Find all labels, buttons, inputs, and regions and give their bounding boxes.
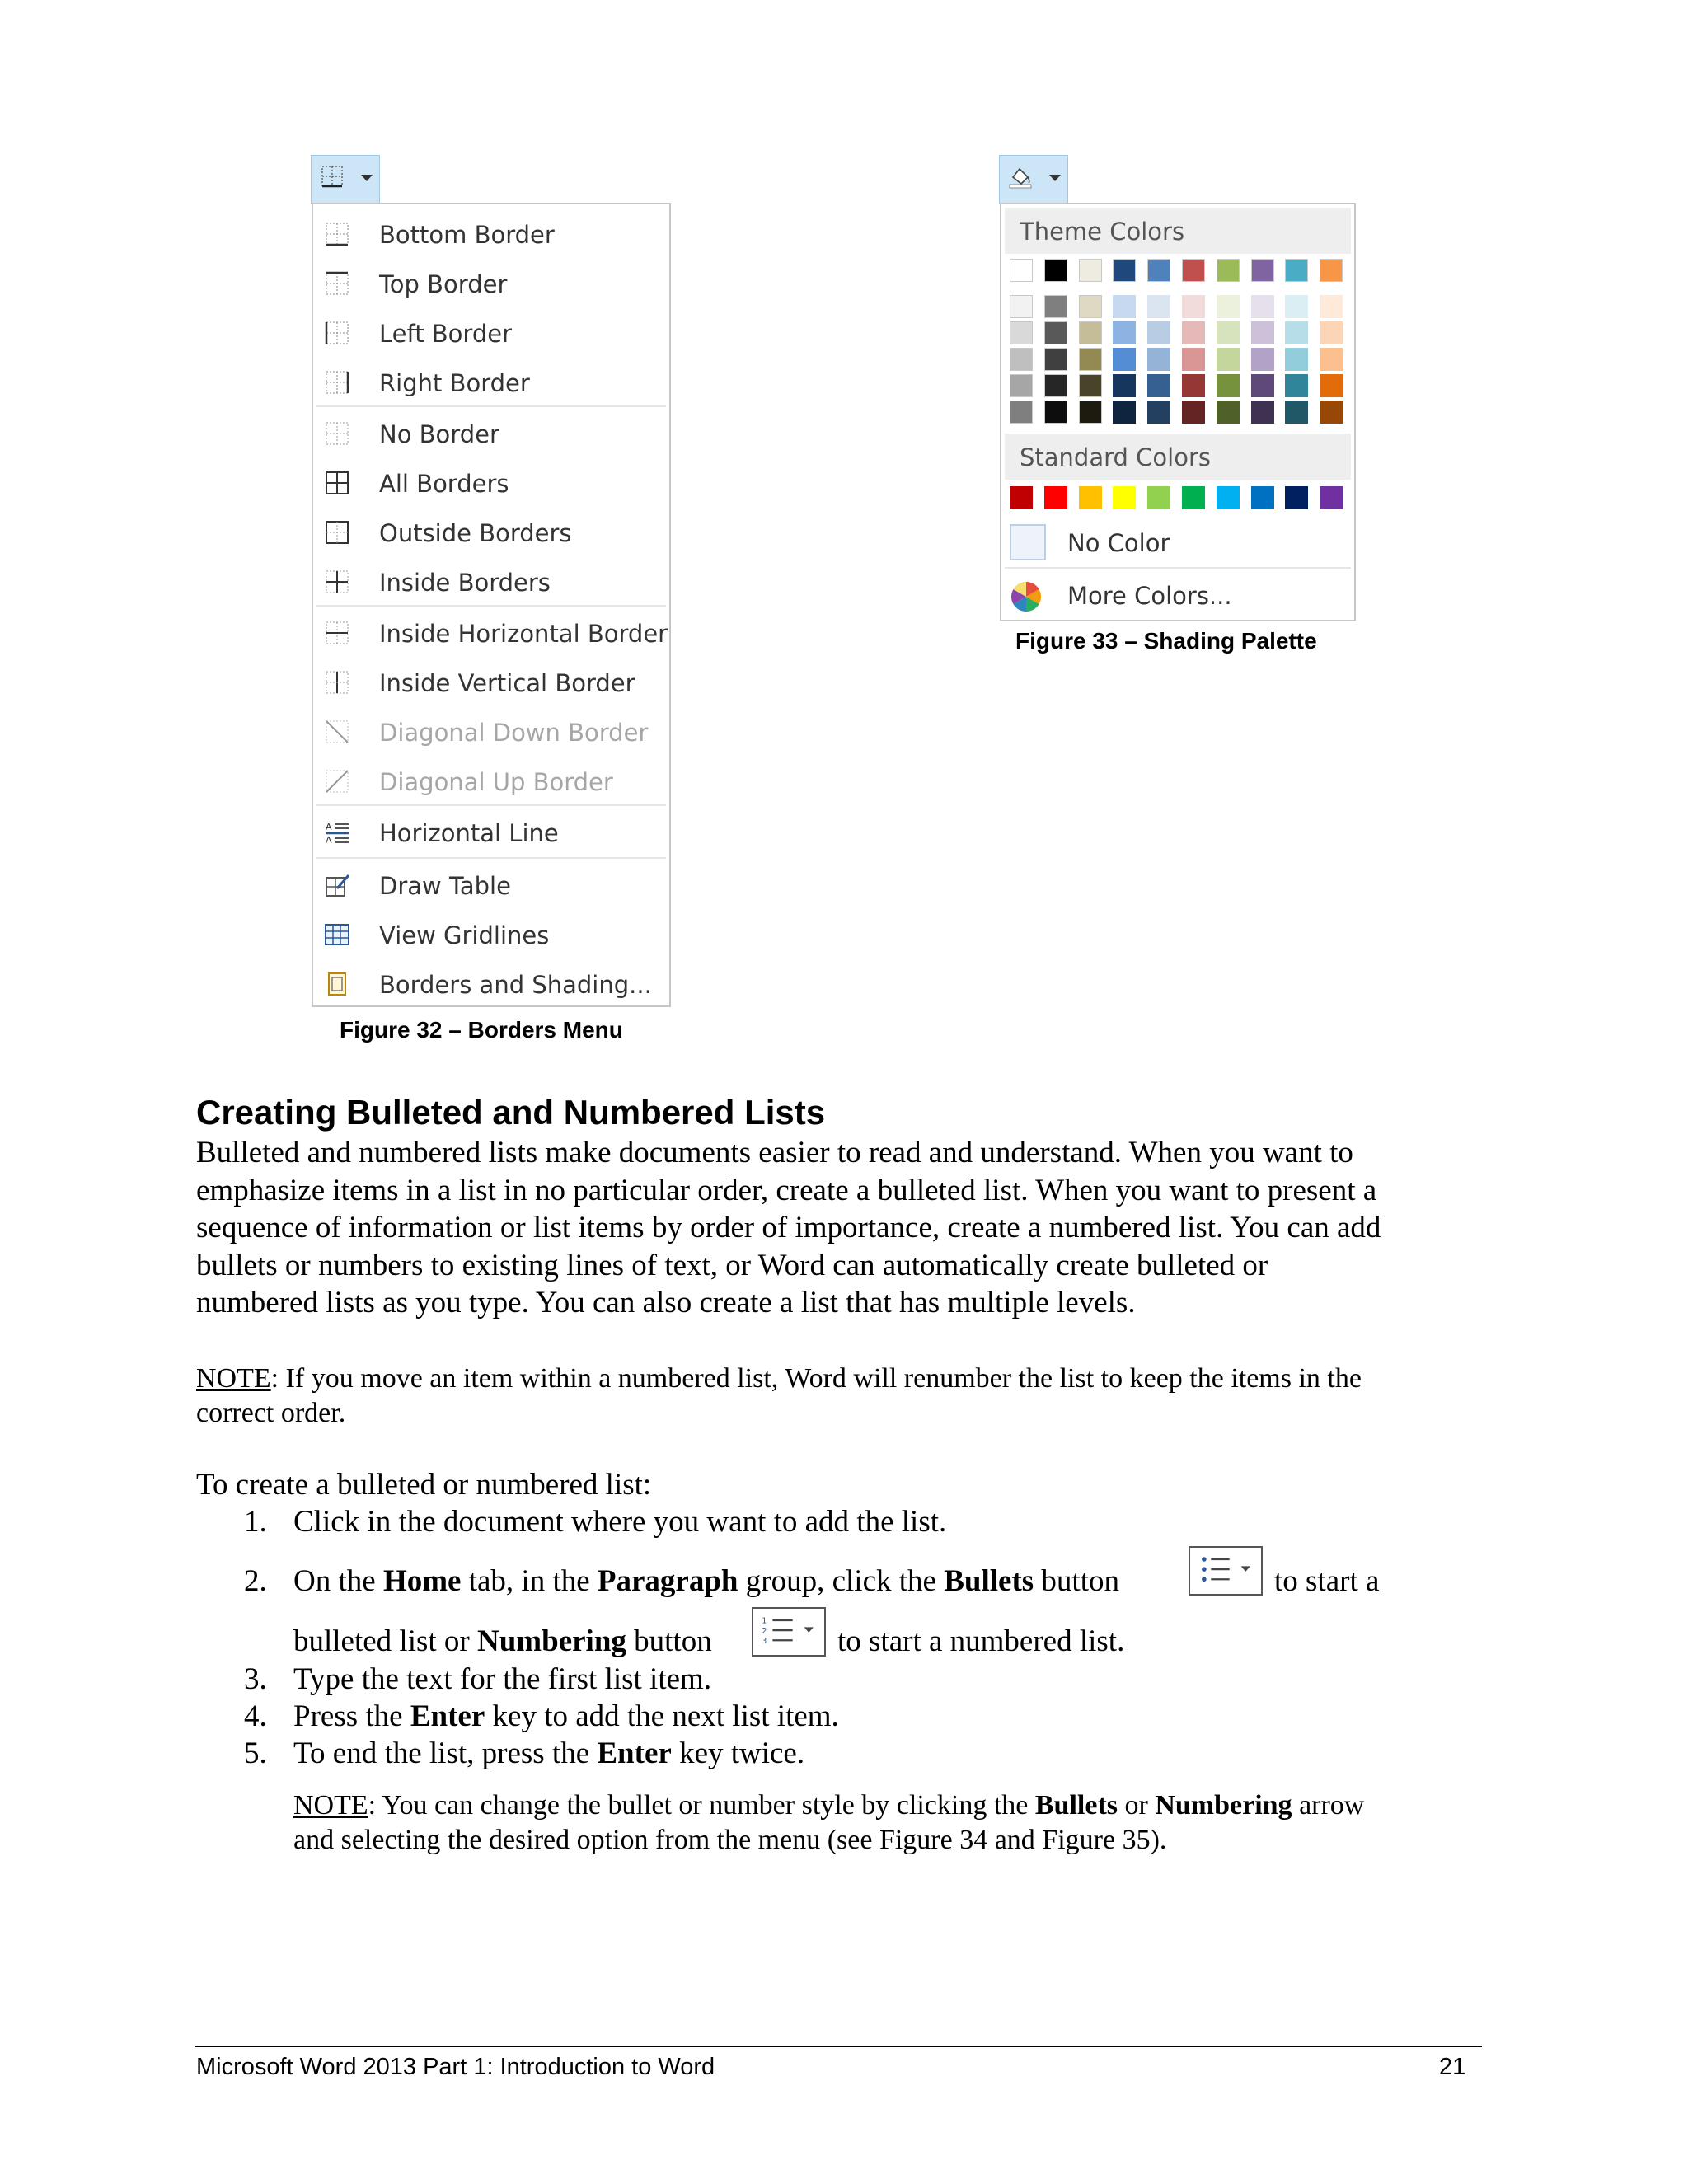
step-number: 3. bbox=[244, 1662, 267, 1696]
horizontal-line-icon bbox=[323, 819, 351, 846]
theme-color-swatch[interactable] bbox=[1113, 259, 1136, 282]
theme-color-swatch[interactable] bbox=[1113, 401, 1136, 424]
menu-separator bbox=[316, 405, 666, 407]
menu-item-label: Outside Borders bbox=[379, 519, 572, 547]
theme-color-swatch[interactable] bbox=[1147, 295, 1170, 318]
step-2-line-2 bbox=[293, 1624, 712, 1659]
step-5-text bbox=[293, 1736, 804, 1771]
theme-color-swatch[interactable] bbox=[1285, 259, 1308, 282]
theme-color-swatch[interactable] bbox=[1251, 401, 1274, 424]
right-border-icon bbox=[323, 369, 351, 396]
menu-item-diagonal-up-border[interactable] bbox=[313, 757, 669, 806]
menu-item-label: Diagonal Down Border bbox=[379, 719, 649, 747]
theme-color-swatch[interactable] bbox=[1147, 259, 1170, 282]
borders-ribbon-button[interactable] bbox=[311, 155, 380, 204]
standard-color-swatch[interactable] bbox=[1217, 486, 1240, 509]
note-text: correct order. bbox=[196, 1398, 346, 1428]
theme-color-swatch[interactable] bbox=[1251, 348, 1274, 371]
menu-item-diagonal-down-border[interactable] bbox=[313, 707, 669, 757]
theme-color-swatch[interactable] bbox=[1147, 348, 1170, 371]
theme-color-swatch[interactable] bbox=[1320, 348, 1343, 371]
standard-color-swatch[interactable] bbox=[1010, 486, 1033, 509]
step-3-text: Type the text for the first list item. bbox=[293, 1662, 712, 1696]
dropdown-arrow-icon bbox=[1049, 175, 1061, 181]
theme-color-swatch[interactable] bbox=[1217, 295, 1240, 318]
menu-item-label: Top Border bbox=[379, 270, 508, 298]
theme-color-swatch[interactable] bbox=[1217, 374, 1240, 397]
menu-separator bbox=[316, 804, 666, 806]
note-text: : If you move an item within a numbered list, Word will renumber the list to keep the items in the bbox=[270, 1363, 1362, 1394]
theme-color-swatch[interactable] bbox=[1079, 295, 1102, 318]
theme-color-swatch[interactable] bbox=[1182, 295, 1205, 318]
menu-item-borders-and-shading[interactable] bbox=[313, 959, 669, 1009]
menu-item-label: All Borders bbox=[379, 470, 509, 498]
step-2-line-1 bbox=[293, 1563, 1119, 1599]
menu-item-no-border[interactable] bbox=[313, 409, 669, 458]
standard-color-swatch[interactable] bbox=[1285, 486, 1308, 509]
menu-item-horizontal-line[interactable] bbox=[313, 808, 669, 857]
text: tab, in the bbox=[461, 1564, 598, 1598]
diagonal-down-border-icon bbox=[323, 719, 351, 745]
text: bulleted list or bbox=[293, 1624, 477, 1658]
note-label: NOTE bbox=[293, 1790, 368, 1821]
menu-separator bbox=[316, 857, 666, 859]
text: group, click the bbox=[738, 1564, 945, 1598]
theme-color-swatch[interactable] bbox=[1320, 321, 1343, 344]
inside-borders-icon bbox=[323, 569, 351, 595]
theme-color-swatch[interactable] bbox=[1285, 348, 1308, 371]
theme-color-swatch[interactable] bbox=[1113, 374, 1136, 397]
theme-color-swatch[interactable] bbox=[1285, 401, 1308, 424]
note-label: NOTE bbox=[196, 1363, 271, 1394]
footer-rule bbox=[195, 2046, 1482, 2047]
standard-color-swatch[interactable] bbox=[1079, 486, 1102, 509]
menu-item-draw-table[interactable] bbox=[313, 860, 669, 910]
theme-color-swatch[interactable] bbox=[1285, 321, 1308, 344]
draw-table-icon bbox=[323, 872, 351, 898]
theme-color-swatch[interactable] bbox=[1010, 374, 1033, 397]
menu-item-left-border[interactable] bbox=[313, 308, 669, 358]
theme-color-swatch[interactable] bbox=[1113, 295, 1136, 318]
numbering-icon bbox=[753, 1609, 824, 1655]
borders-and-shading-icon bbox=[323, 971, 351, 997]
step-number: 5. bbox=[244, 1736, 267, 1770]
theme-color-swatch[interactable] bbox=[1079, 374, 1102, 397]
note-text: : You can change the bullet or number style by clicking the bbox=[368, 1790, 1035, 1821]
note-text: or bbox=[1118, 1790, 1156, 1821]
bottom-border-icon bbox=[323, 221, 351, 247]
step-4-text bbox=[293, 1699, 839, 1734]
no-color-swatch-icon bbox=[1010, 524, 1046, 560]
theme-color-swatch[interactable] bbox=[1079, 348, 1102, 371]
menu-item-label: Borders and Shading... bbox=[379, 971, 652, 999]
theme-colors-header bbox=[1005, 208, 1351, 254]
steps-intro: To create a bulleted or numbered list: bbox=[196, 1468, 652, 1502]
shading-ribbon-button[interactable] bbox=[999, 155, 1068, 204]
standard-color-swatch[interactable] bbox=[1320, 486, 1343, 509]
theme-color-swatch[interactable] bbox=[1182, 374, 1205, 397]
borders-icon bbox=[320, 164, 345, 189]
theme-color-swatch[interactable] bbox=[1113, 321, 1136, 344]
color-wheel-icon bbox=[1010, 580, 1043, 613]
theme-color-swatch[interactable] bbox=[1251, 321, 1274, 344]
theme-color-swatch[interactable] bbox=[1217, 259, 1240, 282]
theme-color-swatch[interactable] bbox=[1010, 401, 1033, 424]
top-border-icon bbox=[323, 270, 351, 297]
menu-item-right-border[interactable] bbox=[313, 358, 669, 407]
theme-color-swatch[interactable] bbox=[1320, 374, 1343, 397]
theme-color-swatch[interactable] bbox=[1044, 321, 1067, 344]
enter-key-ref: Enter bbox=[410, 1699, 485, 1733]
step-2-line-2-end: to start a numbered list. bbox=[837, 1624, 1125, 1658]
page-number: 21 bbox=[1439, 2054, 1466, 2080]
shading-paint-bucket-icon bbox=[1008, 164, 1033, 189]
standard-color-swatch[interactable] bbox=[1147, 486, 1170, 509]
menu-item-label: Inside Horizontal Border bbox=[379, 620, 668, 648]
text: To end the list, press the bbox=[293, 1736, 598, 1770]
footer-title: Microsoft Word 2013 Part 1: Introduction to Word bbox=[196, 2054, 715, 2080]
theme-color-swatch[interactable] bbox=[1320, 295, 1343, 318]
section-heading: Creating Bulleted and Numbered Lists bbox=[196, 1093, 826, 1132]
intro-line: numbered lists as you type. You can also create a list that has multiple levels. bbox=[196, 1286, 1136, 1319]
theme-color-swatch[interactable] bbox=[1079, 259, 1102, 282]
note-text: and selecting the desired option from the menu (see Figure 34 and Figure 35). bbox=[293, 1825, 1167, 1855]
theme-color-swatch[interactable] bbox=[1182, 348, 1205, 371]
menu-item-inside-borders[interactable] bbox=[313, 557, 669, 607]
note-1 bbox=[196, 1361, 1362, 1431]
theme-color-swatch[interactable] bbox=[1182, 401, 1205, 424]
standard-color-swatch[interactable] bbox=[1182, 486, 1205, 509]
no-color-label: No Color bbox=[1067, 529, 1170, 557]
svg-text:A: A bbox=[326, 835, 332, 846]
theme-color-swatch[interactable] bbox=[1182, 259, 1205, 282]
theme-color-swatch[interactable] bbox=[1044, 401, 1067, 424]
menu-item-outside-borders[interactable] bbox=[313, 508, 669, 557]
text: Press the bbox=[293, 1699, 410, 1733]
all-borders-icon bbox=[323, 470, 351, 496]
shading-palette bbox=[1000, 203, 1356, 621]
step-number: 4. bbox=[244, 1699, 267, 1733]
menu-item-label: Bottom Border bbox=[379, 221, 555, 249]
theme-color-swatch[interactable] bbox=[1147, 401, 1170, 424]
no-color-option[interactable] bbox=[1001, 518, 1354, 567]
inside-vertical-border-icon bbox=[323, 669, 351, 696]
theme-color-swatch[interactable] bbox=[1217, 401, 1240, 424]
no-border-icon bbox=[323, 420, 351, 447]
intro-paragraph bbox=[196, 1134, 1381, 1322]
theme-color-swatch[interactable] bbox=[1010, 348, 1033, 371]
theme-color-swatch[interactable] bbox=[1320, 401, 1343, 424]
menu-item-inside-horizontal-border[interactable] bbox=[313, 608, 669, 658]
palette-separator bbox=[1005, 567, 1351, 569]
diagonal-up-border-icon bbox=[323, 768, 351, 794]
svg-text:A: A bbox=[326, 822, 332, 832]
more-colors-option[interactable] bbox=[1001, 570, 1354, 620]
menu-item-label: Diagonal Up Border bbox=[379, 768, 613, 796]
figure-33-caption: Figure 33 – Shading Palette bbox=[1015, 628, 1317, 654]
left-border-icon bbox=[323, 320, 351, 346]
menu-item-bottom-border[interactable] bbox=[313, 209, 669, 259]
text: key to add the next list item. bbox=[485, 1699, 839, 1733]
theme-color-swatch[interactable] bbox=[1182, 321, 1205, 344]
menu-item-view-gridlines[interactable] bbox=[313, 910, 669, 959]
theme-color-swatch[interactable] bbox=[1251, 295, 1274, 318]
bullets-button-image bbox=[1189, 1546, 1263, 1596]
theme-color-swatch[interactable] bbox=[1010, 259, 1033, 282]
note-2 bbox=[293, 1788, 1364, 1858]
theme-color-swatch[interactable] bbox=[1113, 348, 1136, 371]
note-text: arrow bbox=[1292, 1790, 1365, 1821]
view-gridlines-icon bbox=[323, 921, 351, 948]
inside-horizontal-border-icon bbox=[323, 620, 351, 646]
theme-color-swatch[interactable] bbox=[1010, 295, 1033, 318]
menu-item-label: Right Border bbox=[379, 369, 530, 397]
intro-line: emphasize items in a list in no particular order, create a bulleted list. When you want to present a bbox=[196, 1173, 1377, 1207]
borders-menu bbox=[312, 203, 671, 1007]
menu-item-label: Horizontal Line bbox=[379, 819, 559, 847]
menu-item-label: Inside Vertical Border bbox=[379, 669, 635, 697]
svg-text:2: 2 bbox=[762, 1626, 767, 1636]
intro-line: sequence of information or list items by order of importance, create a numbered list. You can add bbox=[196, 1211, 1381, 1244]
theme-color-swatch[interactable] bbox=[1044, 374, 1067, 397]
theme-color-swatch[interactable] bbox=[1285, 374, 1308, 397]
svg-text:1: 1 bbox=[762, 1616, 767, 1626]
outside-borders-icon bbox=[323, 519, 351, 546]
standard-color-swatch[interactable] bbox=[1044, 486, 1067, 509]
svg-text:3: 3 bbox=[762, 1637, 767, 1646]
theme-color-swatch[interactable] bbox=[1217, 348, 1240, 371]
theme-color-swatch[interactable] bbox=[1079, 321, 1102, 344]
intro-line: Bulleted and numbered lists make documents easier to read and understand. When you want to bbox=[196, 1136, 1353, 1169]
step-1-text: Click in the document where you want to add the list. bbox=[293, 1505, 947, 1539]
menu-item-label: View Gridlines bbox=[379, 921, 550, 949]
numbering-ref: Numbering bbox=[1155, 1790, 1292, 1821]
menu-item-label: No Border bbox=[379, 420, 499, 448]
theme-color-swatch[interactable] bbox=[1217, 321, 1240, 344]
theme-color-swatch[interactable] bbox=[1147, 374, 1170, 397]
figure-32-caption: Figure 32 – Borders Menu bbox=[340, 1017, 623, 1043]
text: key twice. bbox=[671, 1736, 805, 1770]
numbering-ref: Numbering bbox=[477, 1624, 626, 1658]
theme-color-swatch[interactable] bbox=[1251, 259, 1274, 282]
step-number: 2. bbox=[244, 1564, 267, 1598]
menu-item-all-borders[interactable] bbox=[313, 458, 669, 508]
enter-key-ref: Enter bbox=[597, 1736, 672, 1770]
theme-color-swatch[interactable] bbox=[1044, 259, 1067, 282]
menu-item-label: Inside Borders bbox=[379, 569, 551, 597]
menu-separator bbox=[316, 605, 666, 607]
standard-color-swatch[interactable] bbox=[1113, 486, 1136, 509]
standard-colors-label: Standard Colors bbox=[1020, 443, 1211, 471]
menu-item-top-border[interactable] bbox=[313, 259, 669, 308]
intro-line: bullets or numbers to existing lines of text, or Word can automatically create bulleted or bbox=[196, 1248, 1268, 1282]
text: button bbox=[626, 1624, 712, 1658]
theme-color-swatch[interactable] bbox=[1010, 321, 1033, 344]
home-tab-ref: Home bbox=[382, 1564, 462, 1598]
paragraph-group-ref: Paragraph bbox=[597, 1564, 738, 1598]
menu-item-label: Draw Table bbox=[379, 872, 511, 900]
more-colors-label: More Colors... bbox=[1067, 582, 1232, 610]
bullets-ref: Bullets bbox=[1034, 1790, 1118, 1821]
numbering-button-image bbox=[752, 1607, 826, 1657]
step-number: 1. bbox=[244, 1505, 267, 1539]
theme-color-swatch[interactable] bbox=[1285, 295, 1308, 318]
bullets-ref: Bullets bbox=[944, 1564, 1034, 1598]
standard-color-swatch[interactable] bbox=[1251, 486, 1274, 509]
text: On the bbox=[293, 1564, 383, 1598]
theme-color-swatch[interactable] bbox=[1044, 348, 1067, 371]
theme-colors-label: Theme Colors bbox=[1020, 218, 1185, 246]
text: button bbox=[1034, 1564, 1119, 1598]
bullets-icon bbox=[1190, 1548, 1261, 1594]
theme-color-swatch[interactable] bbox=[1147, 321, 1170, 344]
dropdown-arrow-icon bbox=[361, 175, 373, 181]
menu-item-label: Left Border bbox=[379, 320, 513, 348]
theme-color-swatch[interactable] bbox=[1251, 374, 1274, 397]
menu-item-inside-vertical-border[interactable] bbox=[313, 658, 669, 707]
theme-color-swatch[interactable] bbox=[1079, 401, 1102, 424]
step-2-line-1-end: to start a bbox=[1274, 1564, 1380, 1598]
standard-colors-header bbox=[1005, 434, 1351, 480]
theme-color-swatch[interactable] bbox=[1044, 295, 1067, 318]
theme-color-swatch[interactable] bbox=[1320, 259, 1343, 282]
